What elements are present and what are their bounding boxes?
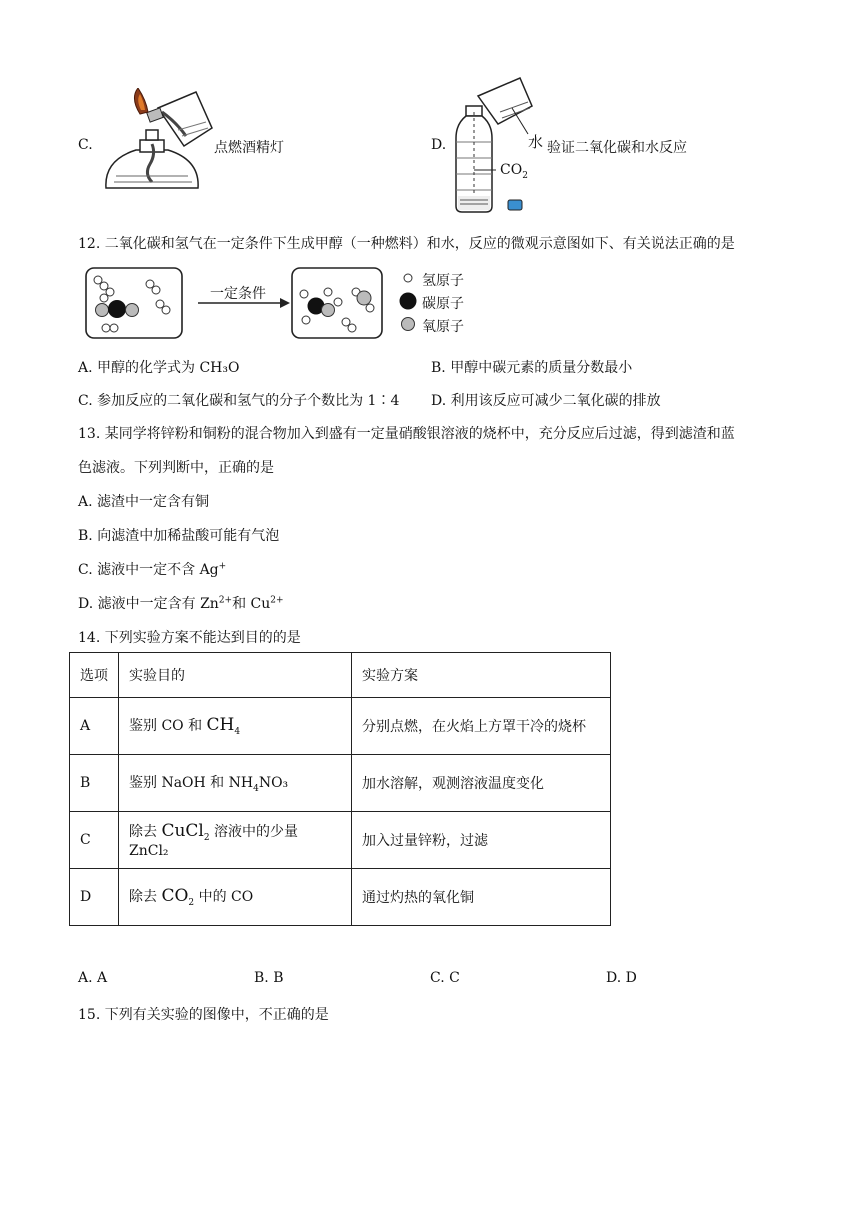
q14-answer-b: B. B: [254, 970, 284, 986]
option-c-caption: 点燃酒精灯: [214, 140, 284, 156]
q12-option-b: B. 甲醇中碳元素的质量分数最小: [431, 360, 633, 376]
q12-option-a: A. 甲醇的化学式为 CH₃O: [78, 360, 240, 376]
q12-option-c: C. 参加反应的二氧化碳和氢气的分子个数比为 1∶4: [78, 393, 400, 409]
table-row: [70, 698, 611, 755]
row-purpose: 除去 CuCl$_2$ 溶液中的少量 ZnCl₂: [119, 812, 352, 869]
row-option: C: [70, 812, 119, 869]
co2-label: $CO_2$: [500, 162, 528, 181]
row-plan: 通过灼热的氧化铜: [352, 869, 611, 926]
header-plan: 实验方案: [352, 653, 611, 698]
row-plan: 分别点燃，在火焰上方罩干冷的烧杯: [352, 698, 611, 755]
lighting-alcohol-lamp-illustration: [96, 88, 214, 200]
water-label: 水: [528, 133, 544, 151]
option-d-caption: 验证二氧化碳和水反应: [547, 140, 687, 156]
header-purpose: 实验目的: [119, 653, 352, 698]
legend-carbon-atom: 碳原子: [422, 296, 464, 312]
option-d-label: D.: [431, 137, 447, 153]
table-row: [70, 812, 611, 869]
option-c-label: C.: [78, 137, 93, 153]
reaction-condition-label: 一定条件: [210, 286, 266, 302]
table-header-row: [70, 653, 611, 698]
q12-option-d: D. 利用该反应可减少二氧化碳的排放: [431, 393, 661, 409]
q13-stem-line2: 色滤液。下列判断中，正确的是: [78, 460, 274, 476]
row-purpose: 鉴别 CO 和 $CH_4$: [119, 698, 352, 755]
q13-option-c: C. 滤液中一定不含 Ag+: [78, 561, 227, 578]
legend-oxygen-atom: 氧原子: [422, 319, 464, 335]
q14-answer-d: D. D: [606, 970, 637, 986]
q15-stem: 15. 下列有关实验的图像中，不正确的是: [78, 1007, 329, 1023]
row-purpose: 除去 $CO_2$ 中的 CO: [119, 869, 352, 926]
q14-answer-c: C. C: [430, 970, 460, 986]
row-option: B: [70, 755, 119, 812]
row-purpose: 鉴别 NaOH 和 $NH_4NO_3$: [119, 755, 352, 812]
q13-option-d: D. 滤液中一定含有 $Zn^{2+}$和 $Cu^{2+}$: [78, 595, 284, 612]
q14-answer-a: A. A: [78, 970, 108, 986]
experiment-plan-table: [69, 652, 611, 926]
legend-hydrogen-atom: 氢原子: [422, 273, 464, 289]
co2-bottle-illustration: [450, 72, 540, 214]
row-plan: 加水溶解，观测溶液温度变化: [352, 755, 611, 812]
q14-stem: 14. 下列实验方案不能达到目的的是: [78, 630, 301, 646]
table-row: [70, 869, 611, 926]
header-option: 选项: [70, 653, 119, 698]
q13-stem-line1: 13. 某同学将锌粉和铜粉的混合物加入到盛有一定量硝酸银溶液的烧杯中，充分反应后过滤，得到滤渣和蓝: [78, 426, 735, 442]
row-option: D: [70, 869, 119, 926]
q13-option-a: A. 滤渣中一定含有铜: [78, 494, 210, 510]
row-option: A: [70, 698, 119, 755]
q12-stem: 12. 二氧化碳和氢气在一定条件下生成甲醇（一种燃料）和水，反应的微观示意图如下、有关说法正确的是: [78, 236, 735, 252]
table-row: [70, 755, 611, 812]
q13-option-b: B. 向滤渣中加稀盐酸可能有气泡: [78, 528, 280, 544]
row-plan: 加入过量锌粉，过滤: [352, 812, 611, 869]
